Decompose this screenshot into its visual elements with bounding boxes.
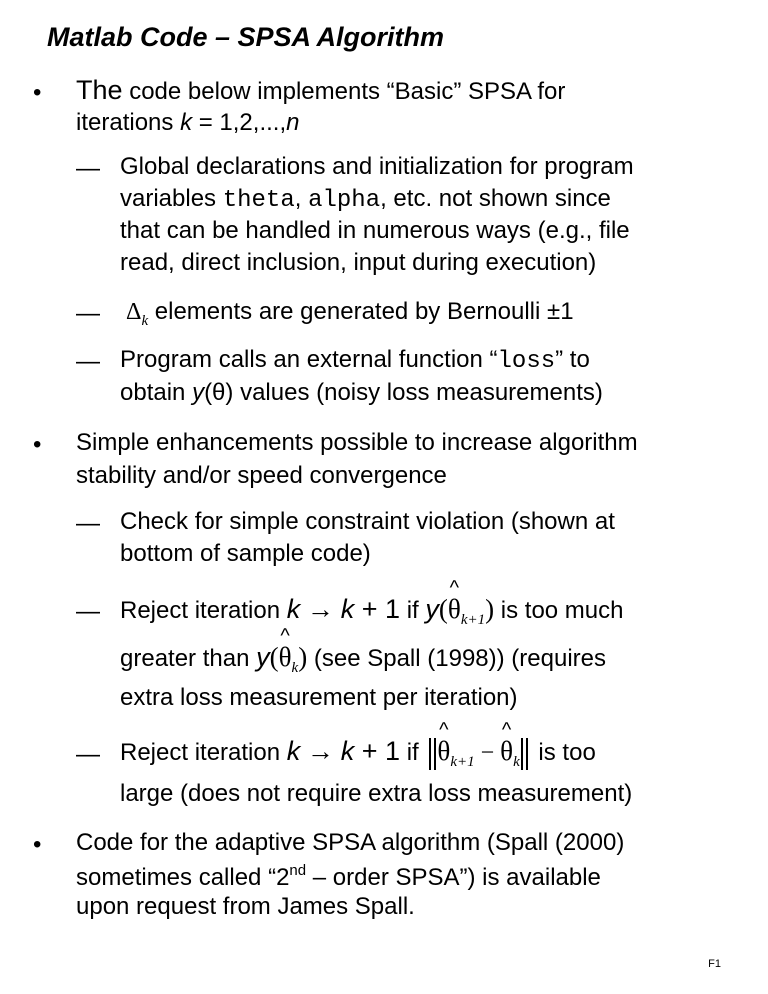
theta-hat (447, 577, 461, 624)
text-span: Program calls an external function “ (120, 346, 498, 373)
dash-icon: — (76, 510, 100, 537)
theta-symbol: θ (447, 594, 461, 624)
paren-close: ) (298, 642, 308, 672)
text-span: Reject iteration (120, 739, 287, 766)
delta-symbol: Δ (126, 299, 142, 325)
paren-open: ( (438, 594, 448, 624)
plus-one: + 1 (354, 594, 401, 624)
superscript-nd: nd (289, 862, 307, 879)
sub6-line1 (120, 719, 596, 770)
bullet-icon: • (33, 431, 42, 458)
bullet-icon: • (33, 79, 42, 106)
text-span: code below implements “Basic” SPSA for (122, 78, 566, 105)
text-span: (θ) values (noisy loss measurements) (204, 379, 603, 406)
hat-mark: ^ (439, 719, 449, 741)
text-span: sometimes called “2 (76, 864, 290, 891)
bullet1-line2 (76, 111, 299, 135)
sub1-line2 (120, 187, 611, 213)
bullet3-line2 (76, 863, 601, 890)
arrow-icon: → (300, 736, 341, 766)
var-k: k (286, 736, 301, 766)
var-n: n (286, 109, 300, 136)
theta-symbol: θ (278, 642, 292, 672)
text-span: = 1,2,..., (192, 109, 287, 136)
text-span: is too much (494, 597, 624, 624)
dash-icon: — (76, 300, 100, 327)
var-k: k (286, 594, 301, 624)
code-alpha: alpha (308, 187, 381, 214)
sub1-line3: that can be handled in numerous ways (e.g., file (120, 217, 630, 244)
sub-k-plus-1: k+1 (460, 612, 486, 628)
norm-expression (429, 719, 527, 770)
theta-hat (278, 625, 292, 672)
plus-one: + 1 (354, 736, 401, 766)
text-span: variables (120, 185, 223, 212)
sub-k-plus-1: k+1 (450, 754, 475, 770)
code-loss: loss (497, 348, 556, 375)
sub5-line2 (120, 625, 606, 676)
dash-icon: — (76, 741, 100, 768)
text-span: , (294, 185, 309, 212)
slide-number: F1 (708, 958, 721, 970)
theta-hat (500, 719, 514, 766)
text-span: , etc. not shown since (380, 185, 611, 212)
var-k: k (180, 109, 193, 136)
sub1-line1: Global declarations and initialization for program (120, 153, 634, 180)
text-span: iterations (76, 109, 181, 136)
bullet1-line1 (76, 77, 565, 104)
text-span: Reject iteration (120, 597, 287, 624)
text-span: ” to (555, 346, 590, 373)
bullet3-line3: upon request from James Spall. (76, 893, 415, 920)
sub-k: k (291, 660, 299, 676)
bullet-icon: • (33, 831, 42, 858)
sub3-line2 (120, 381, 603, 405)
var-y: y (256, 642, 270, 672)
text-span: is too (531, 739, 596, 766)
sub1-line4: read, direct inclusion, input during execution) (120, 249, 597, 276)
text-span: if (400, 739, 426, 766)
text-span: if (400, 597, 426, 624)
text-span: – order SPSA”) is available (306, 864, 601, 891)
text-span: greater than (120, 645, 257, 672)
text-span: obtain (120, 379, 193, 406)
code-theta: theta (222, 187, 295, 214)
arrow-icon: → (300, 594, 341, 624)
sub-k: k (141, 313, 149, 329)
paren-close: ) (485, 594, 495, 624)
text-span: elements are generated by Bernoulli ±1 (148, 298, 574, 325)
minus-sign: − (474, 740, 501, 766)
sub3-line1 (120, 348, 590, 374)
page-title: Matlab Code – SPSA Algorithm (47, 22, 445, 52)
hat-mark: ^ (501, 719, 512, 741)
sub2-line (126, 300, 574, 329)
sub-k: k (513, 754, 520, 770)
theta-symbol: θ (500, 736, 514, 766)
sub4-line2: bottom of sample code) (120, 540, 371, 567)
sub5-line3: extra loss measurement per iteration) (120, 684, 518, 711)
bullet3-line1: Code for the adaptive SPSA algorithm (Spall (2000) (76, 829, 625, 856)
dash-icon: — (76, 598, 100, 625)
hat-mark: ^ (280, 625, 290, 647)
var-y: y (192, 379, 205, 406)
bullet2-line1: Simple enhancements possible to increase algorithm (76, 429, 638, 456)
text-span: The (76, 75, 123, 105)
dash-icon: — (76, 348, 100, 375)
var-k: k (340, 736, 355, 766)
theta-hat (437, 719, 451, 766)
sub6-line2: large (does not require extra loss measurement) (120, 780, 633, 807)
sub5-line1 (120, 577, 624, 628)
theta-symbol: θ (437, 736, 451, 766)
hat-mark: ^ (449, 577, 460, 599)
text-span: (see Spall (1998)) (requires (307, 645, 606, 672)
bullet2-line2: stability and/or speed convergence (76, 462, 447, 489)
paren-open: ( (269, 642, 279, 672)
dash-icon: — (76, 155, 100, 182)
sub4-line1: Check for simple constraint violation (shown at (120, 508, 615, 535)
var-y: y (425, 594, 439, 624)
var-k: k (340, 594, 355, 624)
